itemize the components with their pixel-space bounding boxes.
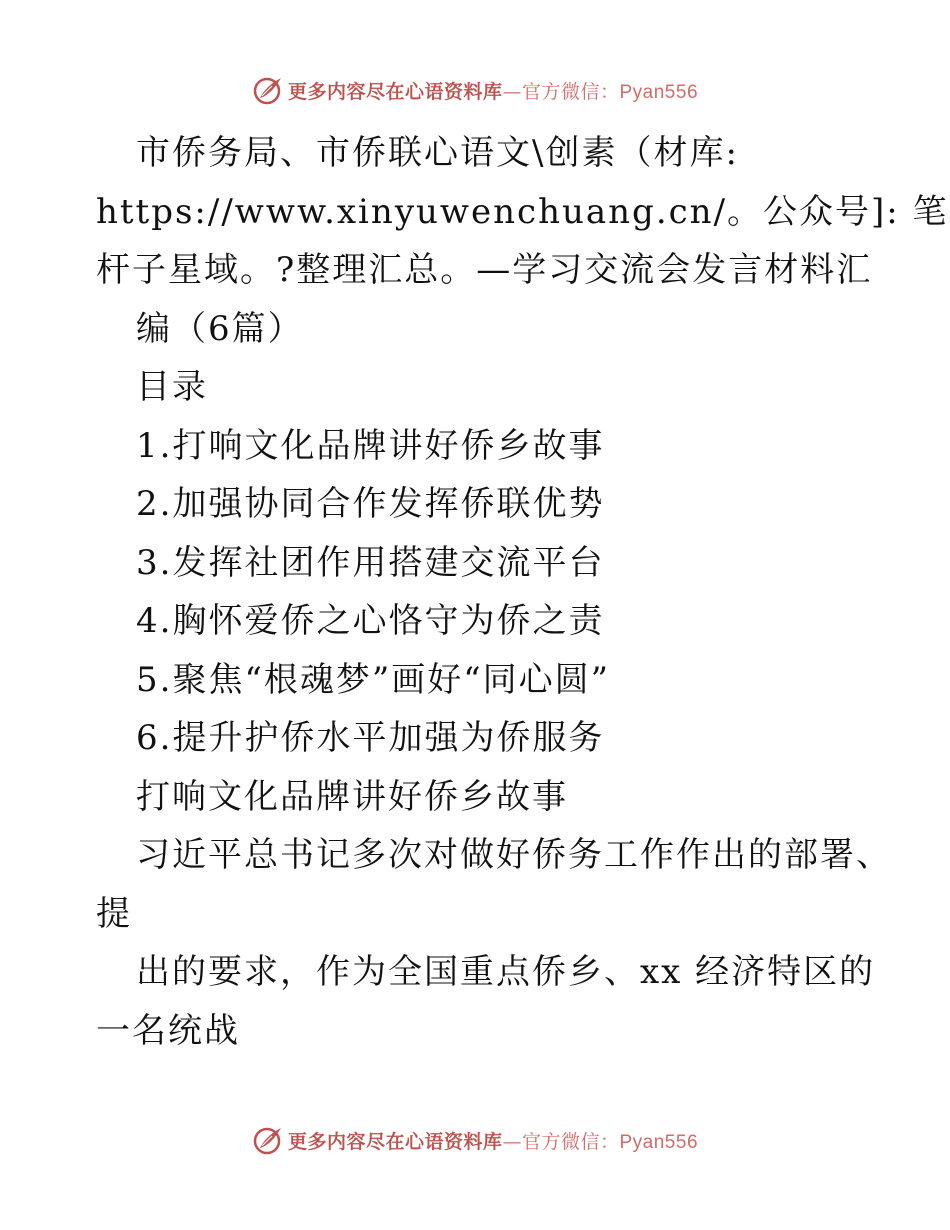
toc-item: 3.发挥社团作用搭建交流平台 <box>136 542 605 583</box>
watermark-dash: — <box>502 80 522 103</box>
body-line: 习近平总书记多次对做好侨务工作作出的部署、 <box>136 835 892 875</box>
quill-logo-icon <box>252 1124 284 1156</box>
toc-item: 4.胸怀爱侨之心恪守为侨之责 <box>136 601 605 641</box>
body-line: 一名统战 <box>96 1010 240 1051</box>
footer-watermark <box>0 1120 950 1160</box>
body-line: https://www.xinyuwenchuang.cn/。公众号]: 笔 <box>96 191 949 232</box>
toc-item: 2.加强协同合作发挥侨联优势 <box>136 484 605 524</box>
watermark-sub-text: 官方微信： <box>521 1130 620 1153</box>
section-heading: 打响文化品牌讲好侨乡故事 <box>136 776 568 817</box>
body-line: 市侨务局、市侨联心语文\创素（材库: <box>136 133 739 173</box>
body-line: 杆子星域。?整理汇总。—学习交流会发言材料汇 <box>96 250 873 290</box>
body-line: 出的要求，作为全国重点侨乡、xx 经济特区的 <box>136 952 876 992</box>
watermark-main-text: 更多内容尽在心语资料库 <box>287 80 503 103</box>
quill-logo-icon <box>252 74 284 106</box>
watermark-wechat-id: Pyan556 <box>619 1131 699 1153</box>
header-watermark <box>0 70 950 110</box>
toc-item: 1.打响文化品牌讲好侨乡故事 <box>136 425 605 466</box>
toc-heading: 目录 <box>136 367 208 407</box>
body-line: 编（6篇） <box>136 308 304 349</box>
body-line: 提 <box>96 893 132 934</box>
watermark-sub-text: 官方微信： <box>521 80 620 103</box>
watermark-wechat-id: Pyan556 <box>619 81 699 103</box>
document-body <box>96 124 949 1060</box>
watermark-dash: — <box>502 1130 522 1153</box>
toc-item: 6.提升护侨水平加强为侨服务 <box>136 718 605 758</box>
toc-item: 5.聚焦“根魂梦”画好“同心圆” <box>136 659 610 700</box>
watermark-main-text: 更多内容尽在心语资料库 <box>287 1130 503 1153</box>
